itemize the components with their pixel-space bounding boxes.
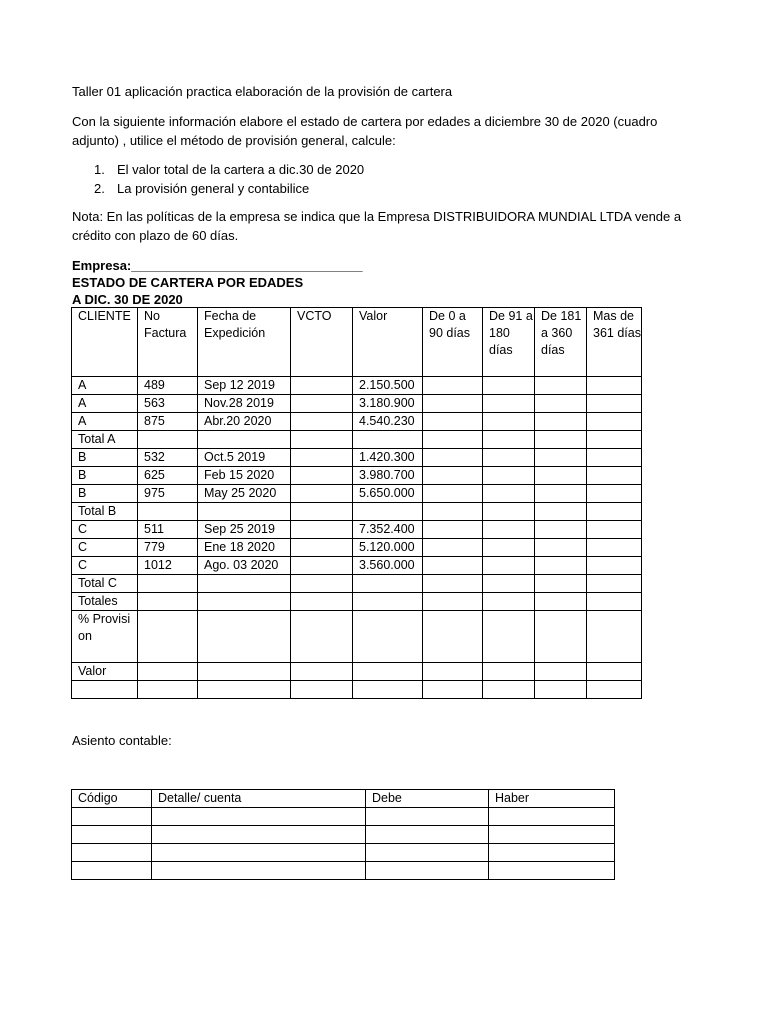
cartera-cell (587, 663, 642, 681)
asiento-row (72, 844, 615, 862)
cartera-cell: 4.540.230 (353, 413, 423, 431)
cartera-cell (423, 663, 483, 681)
cartera-cell (198, 575, 291, 593)
cartera-cell (138, 681, 198, 699)
cartera-cell (291, 431, 353, 449)
cartera-cell (291, 557, 353, 575)
cartera-row (72, 681, 642, 699)
cartera-cell (587, 467, 642, 485)
cartera-cell (535, 539, 587, 557)
asiento-cell (152, 844, 366, 862)
cartera-cell (483, 467, 535, 485)
cartera-cell: Nov.28 2019 (198, 395, 291, 413)
cartera-cell (587, 395, 642, 413)
empresa-field: Empresa:________________________________ (72, 258, 363, 273)
cartera-header-cell: Mas de 361 días (587, 308, 642, 377)
cartera-cell (423, 413, 483, 431)
cartera-cell (291, 413, 353, 431)
list-item-2-text: La provisión general y contabilice (117, 181, 310, 196)
cartera-cell: 2.150.500 (353, 377, 423, 395)
cartera-cell: 1.420.300 (353, 449, 423, 467)
cartera-cell: 625 (138, 467, 198, 485)
cartera-cell (353, 575, 423, 593)
cartera-row (72, 449, 642, 467)
cartera-cell: C (72, 539, 138, 557)
cartera-cell (138, 575, 198, 593)
cartera-row (72, 467, 642, 485)
cartera-row (72, 413, 642, 431)
cartera-header-cell: De 0 a 90 días (423, 308, 483, 377)
cartera-cell (291, 575, 353, 593)
cartera-cell (291, 395, 353, 413)
cartera-cell (138, 503, 198, 521)
asiento-cell (366, 826, 489, 844)
cartera-cell (291, 539, 353, 557)
cartera-cell: Abr.20 2020 (198, 413, 291, 431)
cartera-cell (587, 593, 642, 611)
asiento-cell (489, 826, 615, 844)
asiento-row (72, 862, 615, 880)
asiento-cell (489, 808, 615, 826)
cartera-cell (423, 431, 483, 449)
cartera-cell (483, 681, 535, 699)
cartera-cell (587, 413, 642, 431)
cartera-cell: A (72, 377, 138, 395)
cartera-cell (483, 413, 535, 431)
cartera-table (71, 307, 642, 699)
cartera-header-cell: VCTO (291, 308, 353, 377)
cartera-cell (353, 681, 423, 699)
cartera-cell (198, 663, 291, 681)
cartera-cell (535, 395, 587, 413)
list-item-2-number: 2. (94, 181, 105, 196)
cartera-header-cell: Valor (353, 308, 423, 377)
cartera-cell (587, 611, 642, 663)
cartera-cell (535, 593, 587, 611)
cartera-cell: Total A (72, 431, 138, 449)
cartera-cell (535, 413, 587, 431)
cartera-cell (291, 663, 353, 681)
cartera-cell: 5.120.000 (353, 539, 423, 557)
cartera-row (72, 431, 642, 449)
cartera-cell (423, 521, 483, 539)
cartera-row (72, 557, 642, 575)
cartera-cell (423, 503, 483, 521)
cartera-cell (291, 611, 353, 663)
cartera-cell (535, 377, 587, 395)
cartera-cell (535, 575, 587, 593)
asiento-cell (489, 844, 615, 862)
cartera-cell (587, 377, 642, 395)
cartera-cell (291, 377, 353, 395)
cartera-cell (198, 503, 291, 521)
cartera-cell (291, 681, 353, 699)
asiento-cell (152, 808, 366, 826)
note-line-2: crédito con plazo de 60 días. (72, 228, 239, 243)
cartera-cell (198, 431, 291, 449)
cartera-cell (535, 557, 587, 575)
cartera-cell (138, 663, 198, 681)
cartera-cell (423, 377, 483, 395)
asiento-header-row (72, 790, 615, 808)
cartera-cell (587, 557, 642, 575)
asiento-header-cell: Detalle/ cuenta (152, 790, 366, 808)
cartera-row (72, 503, 642, 521)
cartera-cell (423, 467, 483, 485)
cartera-cell (353, 503, 423, 521)
cartera-cell (483, 377, 535, 395)
cartera-cell: B (72, 485, 138, 503)
cartera-cell: Totales (72, 593, 138, 611)
cartera-cell (535, 503, 587, 521)
cartera-cell (198, 681, 291, 699)
cartera-cell (535, 521, 587, 539)
cartera-cell: Ene 18 2020 (198, 539, 291, 557)
estado-title: ESTADO DE CARTERA POR EDADES (72, 275, 304, 290)
asiento-cell (366, 844, 489, 862)
cartera-cell (291, 593, 353, 611)
cartera-cell: 532 (138, 449, 198, 467)
asiento-cell (72, 862, 152, 880)
asiento-row (72, 808, 615, 826)
cartera-cell: Valor (72, 663, 138, 681)
cartera-row (72, 377, 642, 395)
asiento-cell (72, 826, 152, 844)
cartera-cell (483, 485, 535, 503)
cartera-cell (483, 575, 535, 593)
cartera-cell (291, 521, 353, 539)
cartera-cell: Total C (72, 575, 138, 593)
cartera-cell (423, 485, 483, 503)
asiento-label: Asiento contable: (72, 733, 172, 748)
cartera-cell: 511 (138, 521, 198, 539)
cartera-cell (587, 521, 642, 539)
cartera-cell (72, 681, 138, 699)
cartera-cell: 975 (138, 485, 198, 503)
estado-date: A DIC. 30 DE 2020 (72, 292, 183, 307)
cartera-cell (587, 575, 642, 593)
cartera-cell: B (72, 467, 138, 485)
cartera-cell: A (72, 395, 138, 413)
cartera-cell (535, 467, 587, 485)
asiento-header-cell: Haber (489, 790, 615, 808)
cartera-cell (587, 449, 642, 467)
cartera-cell: 875 (138, 413, 198, 431)
cartera-cell (291, 467, 353, 485)
cartera-cell (587, 431, 642, 449)
cartera-cell (483, 663, 535, 681)
cartera-header-cell: No Factura (138, 308, 198, 377)
asiento-cell (366, 862, 489, 880)
cartera-row (72, 575, 642, 593)
asiento-table (71, 789, 615, 880)
cartera-cell (423, 449, 483, 467)
asiento-header-cell: Código (72, 790, 152, 808)
list-item-1-number: 1. (94, 162, 105, 177)
cartera-cell (291, 503, 353, 521)
cartera-cell (535, 431, 587, 449)
cartera-cell (483, 539, 535, 557)
cartera-cell (423, 557, 483, 575)
asiento-cell (72, 844, 152, 862)
cartera-cell (483, 449, 535, 467)
asiento-row (72, 826, 615, 844)
cartera-cell (353, 593, 423, 611)
cartera-cell (535, 611, 587, 663)
cartera-cell: 563 (138, 395, 198, 413)
cartera-cell (423, 611, 483, 663)
cartera-cell (423, 575, 483, 593)
cartera-cell (535, 681, 587, 699)
cartera-cell: May 25 2020 (198, 485, 291, 503)
cartera-cell (535, 449, 587, 467)
cartera-cell: B (72, 449, 138, 467)
cartera-cell: C (72, 557, 138, 575)
cartera-cell (483, 431, 535, 449)
asiento-cell (72, 808, 152, 826)
asiento-cell (152, 862, 366, 880)
cartera-cell (483, 611, 535, 663)
cartera-cell (587, 503, 642, 521)
cartera-cell (198, 611, 291, 663)
cartera-cell (291, 449, 353, 467)
cartera-cell: 5.650.000 (353, 485, 423, 503)
cartera-row (72, 539, 642, 557)
asiento-cell (489, 862, 615, 880)
asiento-cell (366, 808, 489, 826)
cartera-cell (138, 611, 198, 663)
cartera-row (72, 593, 642, 611)
cartera-header-cell: De 181 a 360 días (535, 308, 587, 377)
cartera-cell (483, 521, 535, 539)
cartera-cell: Sep 12 2019 (198, 377, 291, 395)
cartera-cell (353, 611, 423, 663)
cartera-row (72, 485, 642, 503)
cartera-cell (138, 431, 198, 449)
cartera-cell (587, 539, 642, 557)
list-item-1-text: El valor total de la cartera a dic.30 de 2020 (117, 162, 365, 177)
cartera-cell (423, 681, 483, 699)
asiento-header-cell: Debe (366, 790, 489, 808)
cartera-cell (483, 593, 535, 611)
cartera-cell (483, 395, 535, 413)
cartera-cell: Ago. 03 2020 (198, 557, 291, 575)
cartera-cell (423, 395, 483, 413)
cartera-cell (423, 593, 483, 611)
cartera-header-row (72, 308, 642, 377)
cartera-cell (353, 431, 423, 449)
cartera-header-cell: De 91 a 180 días (483, 308, 535, 377)
cartera-cell (587, 681, 642, 699)
note-line-1: Nota: En las políticas de la empresa se indica que la Empresa DISTRIBUIDORA MUNDIAL LTDA vende a (72, 209, 682, 224)
cartera-cell: 489 (138, 377, 198, 395)
cartera-cell: 779 (138, 539, 198, 557)
cartera-cell: 3.180.900 (353, 395, 423, 413)
cartera-cell (535, 485, 587, 503)
cartera-cell (483, 557, 535, 575)
cartera-cell: C (72, 521, 138, 539)
cartera-cell: 1012 (138, 557, 198, 575)
cartera-cell: Sep 25 2019 (198, 521, 291, 539)
cartera-cell (423, 539, 483, 557)
cartera-cell (483, 503, 535, 521)
cartera-cell (291, 485, 353, 503)
cartera-cell (198, 593, 291, 611)
cartera-cell: A (72, 413, 138, 431)
cartera-cell: Feb 15 2020 (198, 467, 291, 485)
cartera-row (72, 611, 642, 663)
cartera-header-cell: Fecha de Expedición (198, 308, 291, 377)
cartera-row (72, 395, 642, 413)
cartera-header-cell: CLIENTE (72, 308, 138, 377)
cartera-cell: Oct.5 2019 (198, 449, 291, 467)
asiento-cell (152, 826, 366, 844)
cartera-cell (535, 663, 587, 681)
document-title: Taller 01 aplicación practica elaboración de la provisión de cartera (72, 84, 453, 99)
cartera-cell (587, 485, 642, 503)
cartera-cell (138, 593, 198, 611)
cartera-cell: 7.352.400 (353, 521, 423, 539)
cartera-cell: % Provision (72, 611, 138, 663)
intro-line-2: adjunto) , utilice el método de provisión general, calcule: (72, 133, 396, 148)
cartera-cell (353, 663, 423, 681)
cartera-row (72, 663, 642, 681)
cartera-cell: 3.980.700 (353, 467, 423, 485)
cartera-cell: 3.560.000 (353, 557, 423, 575)
cartera-cell: Total B (72, 503, 138, 521)
intro-line-1: Con la siguiente información elabore el estado de cartera por edades a diciembre 30 de 2020 (cuadro (72, 114, 658, 129)
cartera-row (72, 521, 642, 539)
